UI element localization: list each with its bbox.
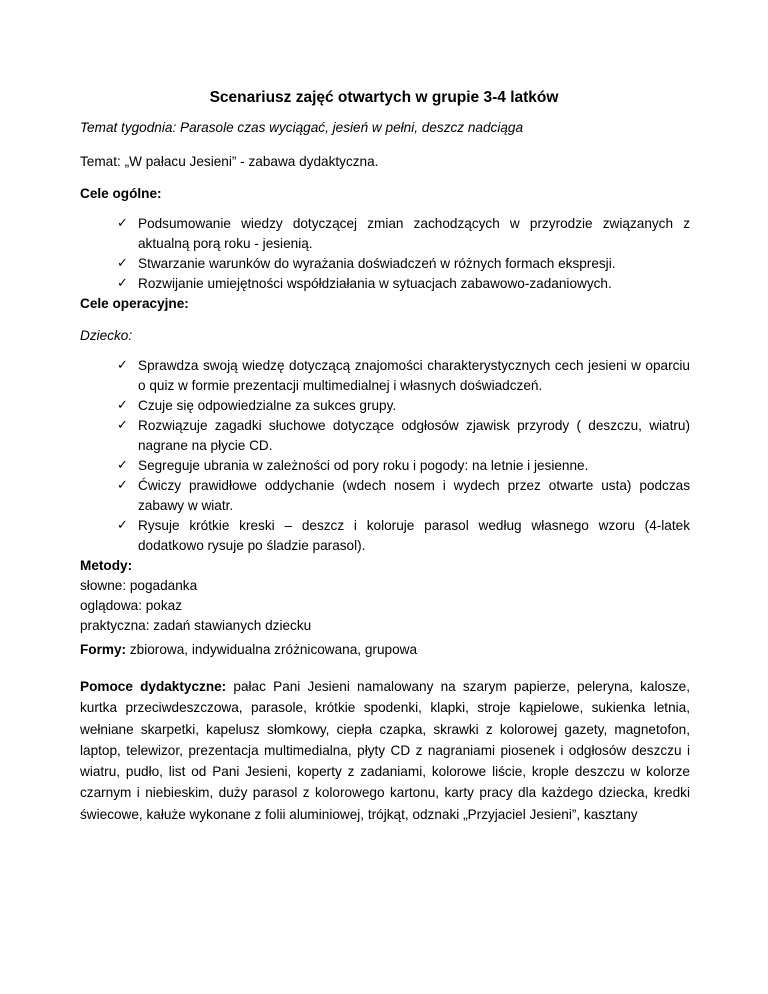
check-mark-icon: ✓: [117, 276, 128, 291]
method-line: praktyczna: zadań stawianych dziecku: [80, 618, 312, 633]
method-line: słowne: pogadanka: [80, 578, 198, 593]
check-mark-icon: ✓: [117, 458, 128, 473]
list-item: ✓ Sprawdza swoją wiedzę dotyczącą znajomości charakterystycznych cech jesieni w oparciu o quiz w formie prezentacji multimedialnej i własnych doświadczeń.: [117, 358, 690, 393]
aids-text: pałac Pani Jesieni namalowany na szarym papierze, peleryna, kalosze, kurtka przeciwdeszczowa, parasole, krótkie spodenki, klapki, stroje kąpielowe, sukienka letnia, wełniane skarpetki, kapelusz słomkowy, ciepła czapka, skrawki z kolorowej gazety, magnetofon, laptop, telewizor, prezentacja multimedialna, płyty CD z nagraniami piosenek i odgłosów deszczu i wiatru, pudło, list od Pani Jesieni, koperty z zadaniami, kolorowe liście, krople deszczu w kolorze czarnym i niebieskim, duży parasol z kolorowego kartonu, karty pracy dla każdego dziecka, kredki świecowe, kałuże wykonane z folii aluminiowej, trójkąt, odznaki „Przyjaciel Jesieni”, kasztany: [80, 679, 691, 822]
general-goals-heading: Cele ogólne:: [80, 186, 162, 201]
list-item: ✓ Podsumowanie wiedzy dotyczącej zmian zachodzących w przyrodzie związanych z aktualną porą roku - jesienią.: [117, 216, 690, 251]
document-title: Scenariusz zajęć otwartych w grupie 3-4 latków: [209, 89, 559, 106]
check-mark-icon: ✓: [117, 478, 128, 493]
list-item: ✓ Rozwijanie umiejętności współdziałania w sytuacjach zabawowo-zadaniowych.: [80, 274, 690, 294]
general-goals-list: [80, 214, 690, 294]
check-mark-icon: ✓: [117, 398, 128, 413]
methods-section: [80, 556, 690, 636]
list-item: ✓ Rozwiązuje zagadki słuchowe dotyczące odgłosów zjawisk przyrody ( deszczu, wiatru) nagrane na płycie CD.: [117, 418, 690, 453]
forms-text: zbiorowa, indywidualna zróżnicowana, grupowa: [129, 642, 418, 657]
forms-section: [80, 640, 690, 660]
operational-goals-list: [80, 356, 690, 556]
check-mark-icon: ✓: [117, 418, 128, 433]
check-mark-icon: ✓: [117, 216, 128, 231]
list-item: ✓ Segreguje ubrania w zależności od pory roku i pogody: na letnie i jesienne.: [80, 456, 690, 476]
lesson-topic: Temat: „W pałacu Jesieni” - zabawa dydaktyczna.: [80, 154, 379, 169]
list-item: ✓ Czuje się odpowiedzialne za sukces grupy.: [80, 396, 690, 416]
week-topic: Temat tygodnia: Parasole czas wyciągać, jesień w pełni, deszcz nadciąga: [80, 120, 524, 135]
check-mark-icon: ✓: [117, 518, 128, 533]
operational-goals-heading: Cele operacyjne:: [80, 296, 189, 311]
list-item: ✓ Stwarzanie warunków do wyrażania doświadczeń w różnych formach ekspresji.: [80, 254, 690, 274]
aids-label: Pomoce dydaktyczne:: [80, 679, 227, 694]
check-mark-icon: ✓: [117, 256, 128, 271]
methods-heading: Metody:: [80, 558, 133, 573]
child-subheading: Dziecko:: [80, 328, 133, 343]
list-item: ✓ Ćwiczy prawidłowe oddychanie (wdech nosem i wydech przez otwarte usta) podczas zabawy w wiatr.: [117, 478, 690, 513]
check-mark-icon: ✓: [117, 358, 128, 373]
list-item: ✓ Rysuje krótkie kreski – deszcz i koloruje parasol według własnego wzoru (4-latek dodatkowo rysuje po śladzie parasol).: [117, 518, 690, 553]
forms-label: Formy:: [80, 642, 127, 657]
method-line: oglądowa: pokaz: [80, 598, 183, 613]
aids-section: [80, 676, 690, 825]
